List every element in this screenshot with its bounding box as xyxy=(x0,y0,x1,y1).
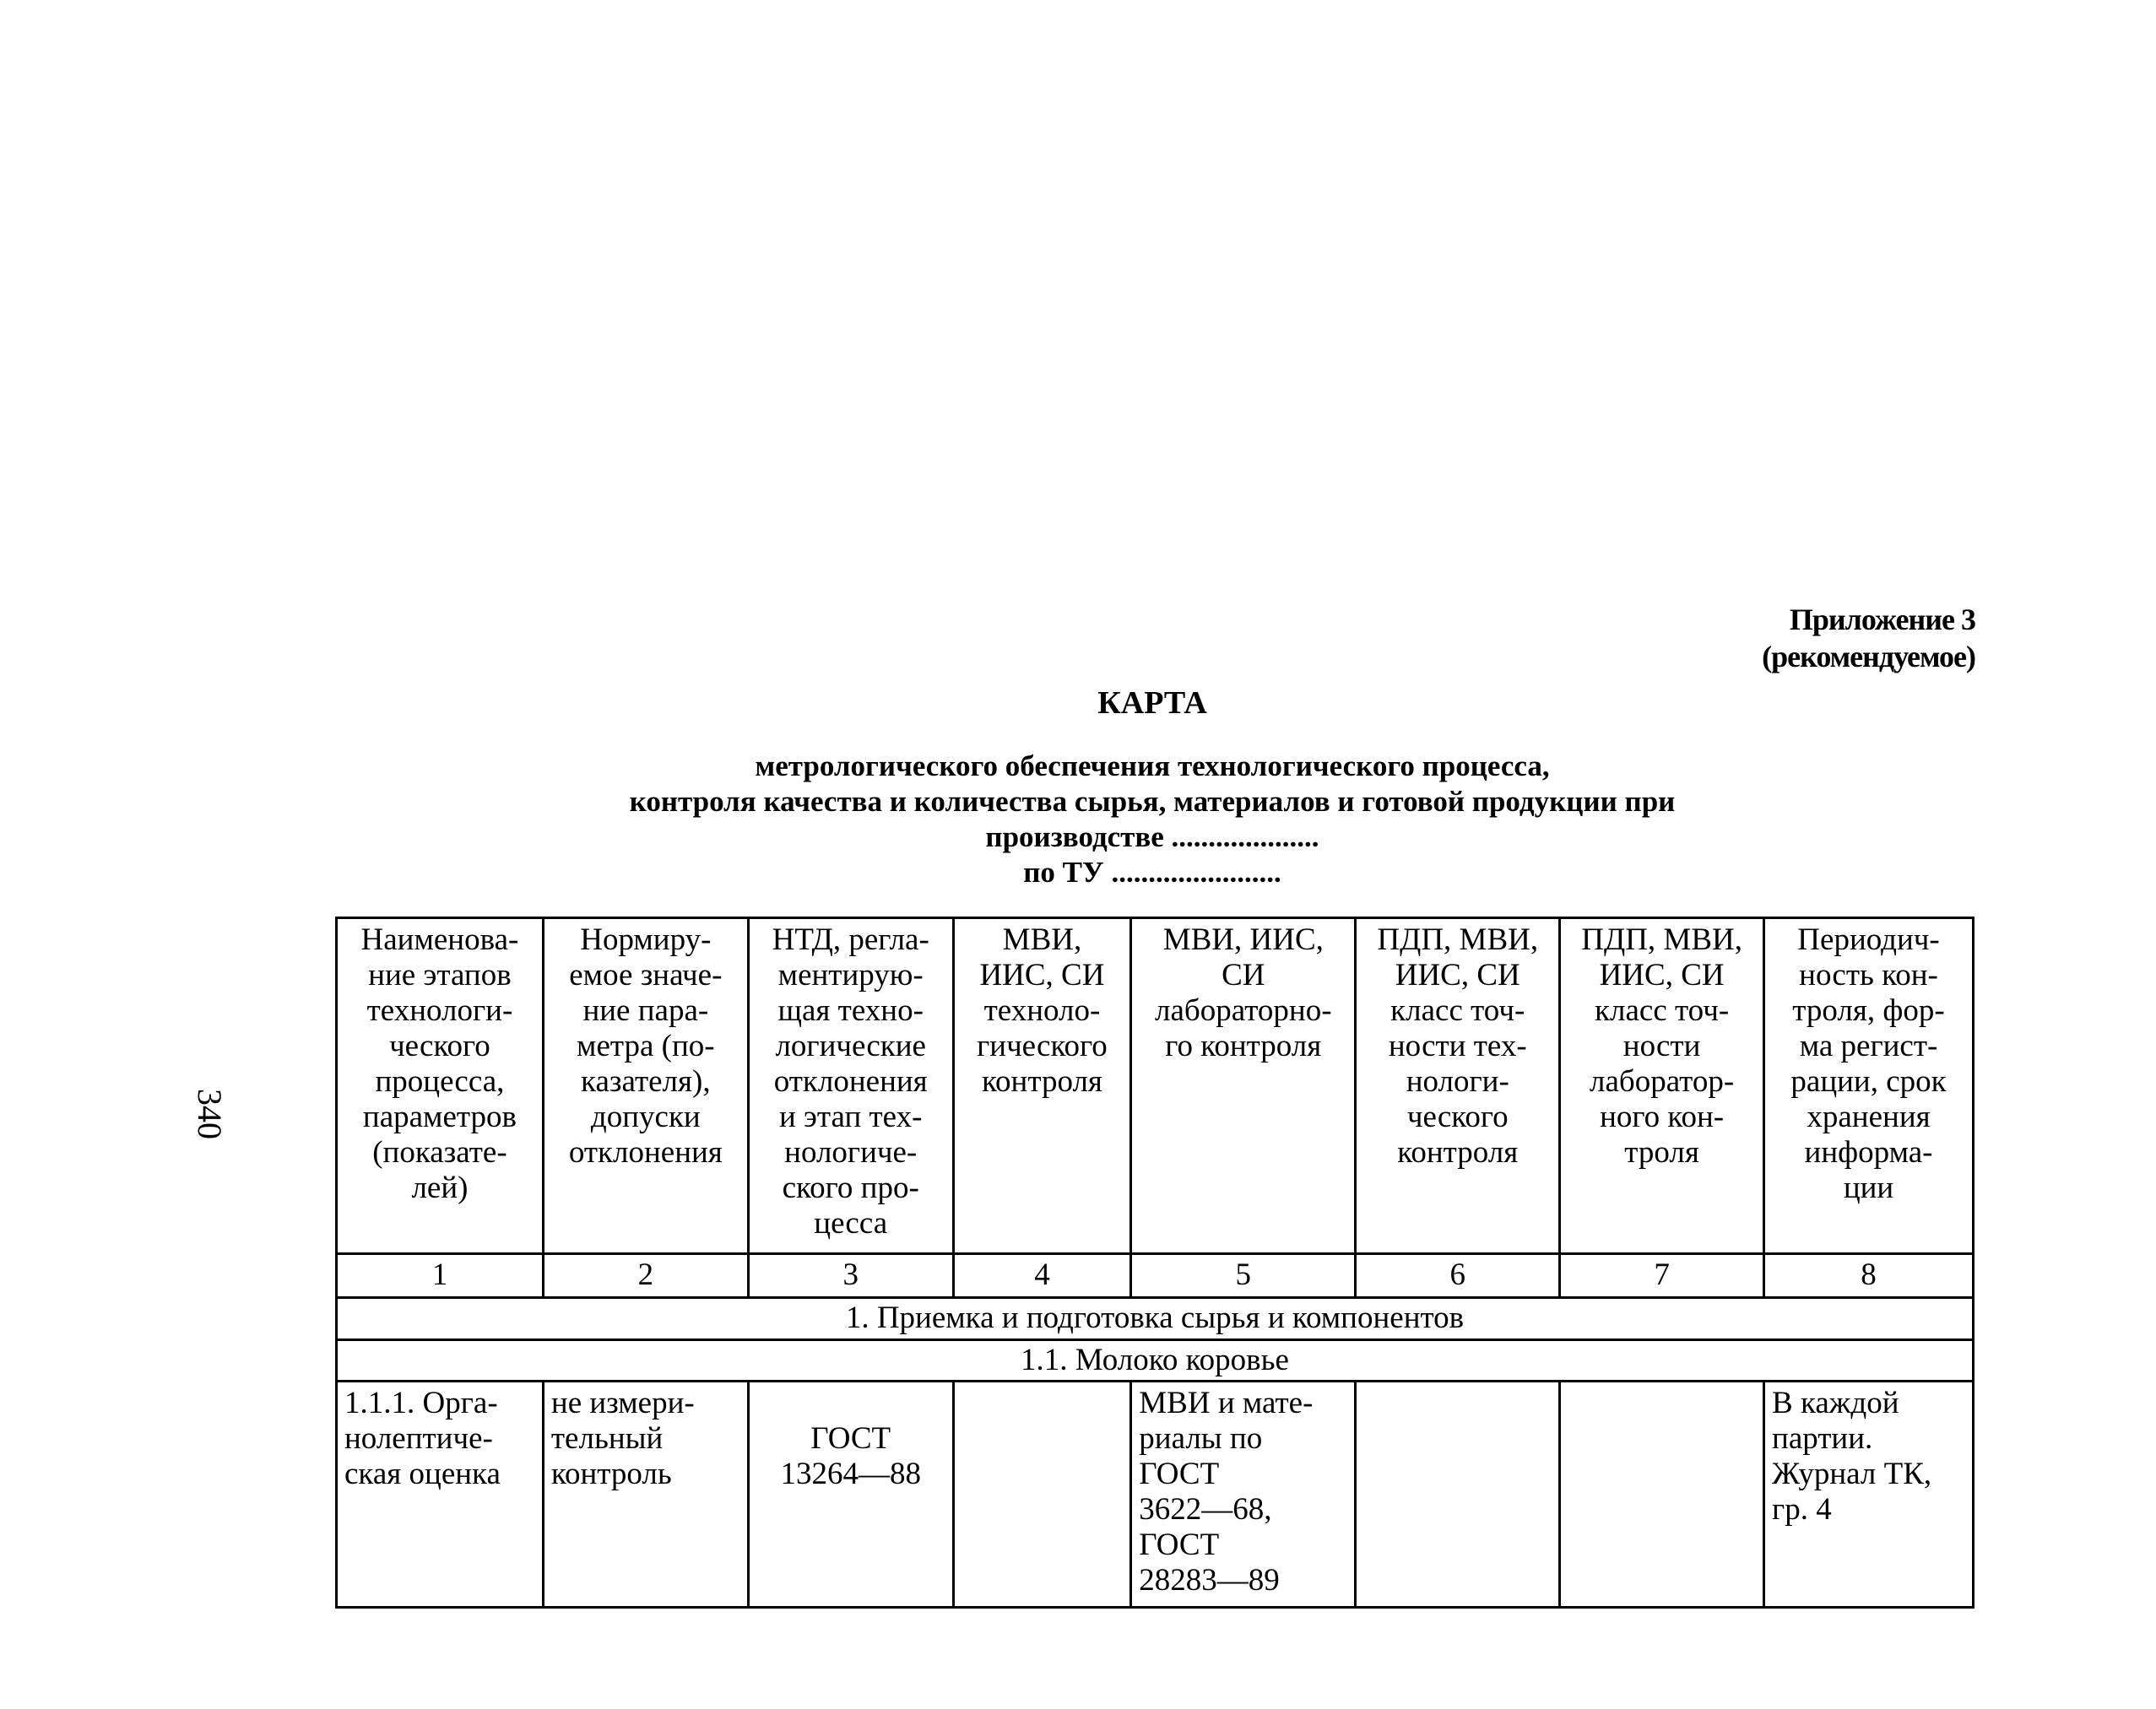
header-cell: Периодич- ность кон- троля, фор- ма регист- рации, срок хранения информа- ции xyxy=(1764,918,1974,1254)
header-cell: ПДП, МВИ, ИИС, СИ класс точ- ности лаборатор- ного кон- троля xyxy=(1560,918,1764,1254)
tech-control-cell xyxy=(953,1382,1131,1608)
header-cell: Наименова- ние этапов технологи- ческого процесса, параметров (показате- лей) xyxy=(337,918,544,1254)
appendix-status: (рекомендуемое) xyxy=(1762,640,1975,673)
column-number: 1 xyxy=(337,1253,544,1297)
appendix-number: Приложение 3 xyxy=(1789,603,1975,636)
header-cell: ПДП, МВИ, ИИС, СИ класс точ- ности тех- нологи- ческого контроля xyxy=(1356,918,1560,1254)
column-number: 2 xyxy=(543,1253,748,1297)
subtitle-line-1: метрологического обеспечения технологического процесса, xyxy=(755,749,1550,782)
column-number: 8 xyxy=(1764,1253,1974,1297)
document-title: КАРТА xyxy=(1097,685,1207,721)
header-cell: Нормиру- емое значе- ние пара- метра (по- казателя), допуски отклонения xyxy=(543,918,748,1254)
lab-accuracy-cell xyxy=(1560,1382,1764,1608)
subsection-row xyxy=(337,1339,1974,1382)
column-number: 7 xyxy=(1560,1253,1764,1297)
periodicity-cell: В каждой партии. Журнал ТК, гр. 4 xyxy=(1764,1382,1974,1608)
subtitle-line-4: по ТУ ....................... xyxy=(1023,856,1281,889)
metrology-map-table xyxy=(335,917,1975,1609)
section-row xyxy=(337,1297,1974,1339)
column-number: 4 xyxy=(953,1253,1131,1297)
subsection-heading: 1.1. Молоко коровье xyxy=(337,1339,1974,1382)
tech-accuracy-cell xyxy=(1356,1382,1560,1608)
column-number-row xyxy=(337,1253,1974,1297)
appendix-label xyxy=(1762,601,1975,675)
norm-value-cell: не измери- тельный контроль xyxy=(543,1382,748,1608)
lab-control-cell: МВИ и мате- риалы по ГОСТ 3622—68, ГОСТ 28283—89 xyxy=(1131,1382,1356,1608)
page-number: 340 xyxy=(191,1089,229,1139)
column-number: 3 xyxy=(748,1253,953,1297)
ntd-cell: ГОСТ 13264—88 xyxy=(748,1382,953,1608)
stage-name-cell: 1.1.1. Орга- нолептиче- ская оценка xyxy=(337,1382,544,1608)
header-cell: МВИ, ИИС, СИ лабораторно- го контроля xyxy=(1131,918,1356,1254)
header-cell: МВИ, ИИС, СИ техноло- гического контроля xyxy=(953,918,1131,1254)
document-subtitle xyxy=(506,749,1798,890)
table-header-row xyxy=(337,918,1974,1254)
section-heading: 1. Приемка и подготовка сырья и компонентов xyxy=(337,1297,1974,1339)
header-cell: НТД, регла- ментирую- щая техно- логические отклонения и этап тех- нологиче- ского про- цесса xyxy=(748,918,953,1254)
table-row xyxy=(337,1382,1974,1608)
column-number: 5 xyxy=(1131,1253,1356,1297)
subtitle-line-3: производстве .................... xyxy=(985,820,1319,853)
column-number: 6 xyxy=(1356,1253,1560,1297)
subtitle-line-2: контроля качества и количества сырья, материалов и готовой продукции при xyxy=(629,785,1676,818)
